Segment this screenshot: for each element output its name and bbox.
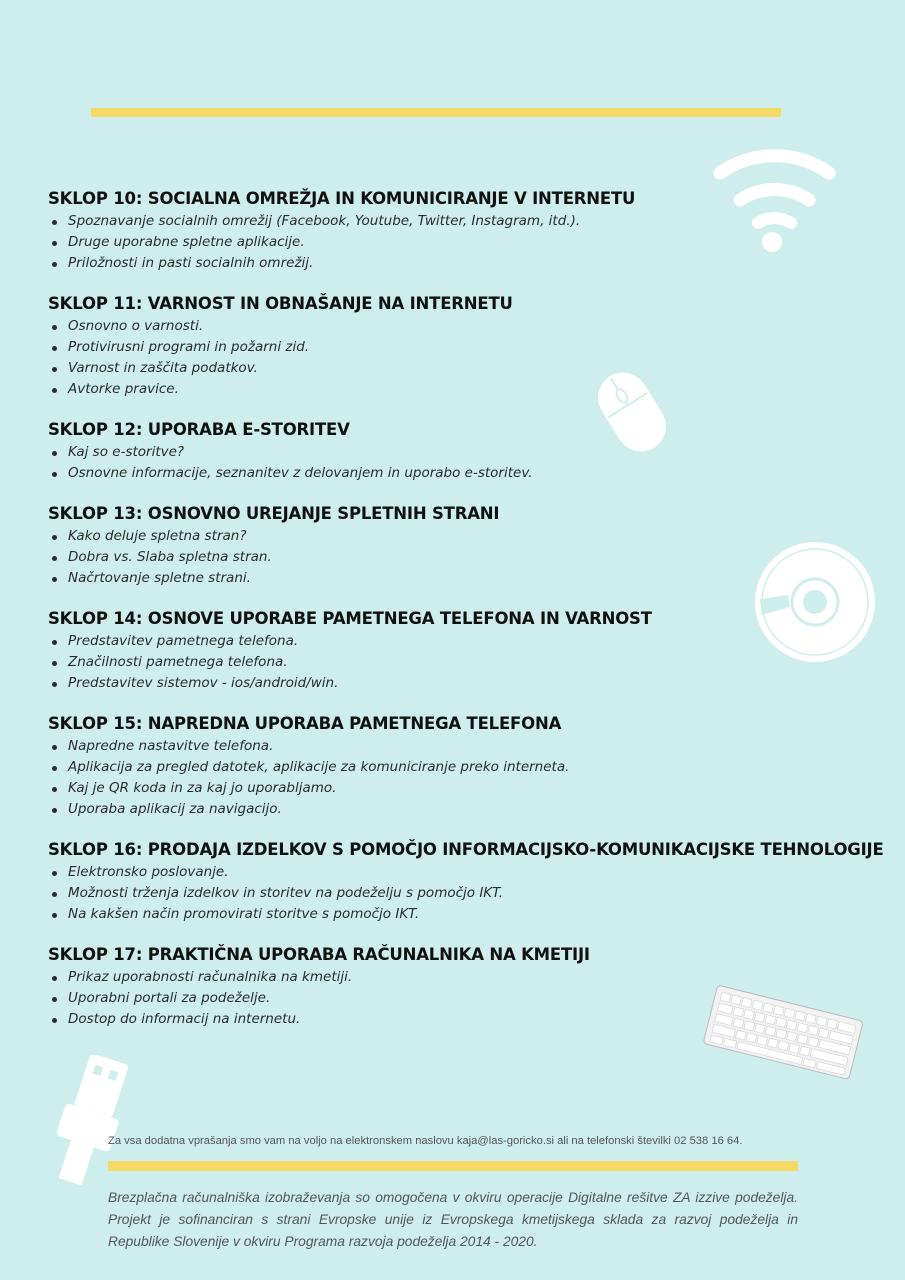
- module-topic-item: Aplikacija za pregled datotek, aplikacije za komuniciranje preko interneta.: [48, 757, 898, 778]
- module-topic-item: Možnosti trženja izdelkov in storitev na podeželju s pomočjo IKT.: [48, 883, 898, 904]
- module-topic-item: Varnost in zaščita podatkov.: [48, 358, 898, 379]
- module-title: SKLOP 11: VARNOST IN OBNAŠANJE NA INTERNETU: [48, 294, 513, 313]
- module-topic-item: Predstavitev sistemov - ios/android/win.: [48, 673, 898, 694]
- funding-note: Brezplačna računalniška izobraževanja so omogočena v okviru operacije Digitalne rešitve ZA izzive podeželja. Projekt je sofinanciran s strani Evropske unije iz Evropskega kmetijskega sklada za razvoj podeželja in Republike Slovenije v okviru Programa razvoja podeželja 2014 - 2020.: [108, 1190, 798, 1249]
- module-topic-item: Uporabni portali za podeželje.: [48, 988, 898, 1009]
- module-section: [48, 504, 898, 589]
- module-topic-list: [48, 442, 898, 484]
- module-topic-item: Načrtovanje spletne strani.: [48, 568, 898, 589]
- module-title: SKLOP 15: NAPREDNA UPORABA PAMETNEGA TELEFONA: [48, 714, 562, 733]
- module-topic-list: [48, 862, 898, 925]
- module-topic-item: Kako deluje spletna stran?: [48, 526, 898, 547]
- module-title: SKLOP 17: PRAKTIČNA UPORABA RAČUNALNIKA NA KMETIJI: [48, 945, 590, 964]
- top-accent-bar: [91, 108, 781, 117]
- module-topic-item: Predstavitev pametnega telefona.: [48, 631, 898, 652]
- module-topic-item: Avtorke pravice.: [48, 379, 898, 400]
- module-topic-item: Osnovno o varnosti.: [48, 316, 898, 337]
- module-topic-list: [48, 211, 898, 274]
- module-topic-item: Prikaz uporabnosti računalnika na kmetiji.: [48, 967, 898, 988]
- module-title: SKLOP 12: UPORABA E-STORITEV: [48, 420, 350, 439]
- module-topic-item: Dobra vs. Slaba spletna stran.: [48, 547, 898, 568]
- module-section: [48, 420, 898, 484]
- module-section: [48, 840, 898, 925]
- module-topic-list: [48, 736, 898, 820]
- module-section: [48, 294, 898, 400]
- module-title: SKLOP 16: PRODAJA IZDELKOV S POMOČJO INFORMACIJSKO-KOMUNIKACIJSKE TEHNOLOGIJE: [48, 840, 884, 859]
- module-topic-list: [48, 316, 898, 400]
- module-topic-item: Priložnosti in pasti socialnih omrežij.: [48, 253, 898, 274]
- module-title: SKLOP 14: OSNOVE UPORABE PAMETNEGA TELEFONA IN VARNOST: [48, 609, 652, 628]
- module-title: SKLOP 10: SOCIALNA OMREŽJA IN KOMUNICIRANJE V INTERNETU: [48, 189, 636, 208]
- module-topic-item: Na kakšen način promovirati storitve s pomočjo IKT.: [48, 904, 898, 925]
- bottom-accent-bar: [108, 1161, 798, 1171]
- module-section: [48, 609, 898, 694]
- module-topic-item: Dostop do informacij na internetu.: [48, 1009, 898, 1030]
- module-topic-item: Spoznavanje socialnih omrežij (Facebook, Youtube, Twitter, Instagram, itd.).: [48, 211, 898, 232]
- module-topic-item: Napredne nastavitve telefona.: [48, 736, 898, 757]
- module-section: [48, 189, 898, 274]
- module-topic-list: [48, 526, 898, 589]
- contact-info: Za vsa dodatna vprašanja smo vam na voljo na elektronskem naslovu kaja@las-goricko.si ali na telefonski številki 02 538 16 64.: [108, 1135, 743, 1147]
- module-topic-item: Protivirusni programi in požarni zid.: [48, 337, 898, 358]
- module-topic-item: Druge uporabne spletne aplikacije.: [48, 232, 898, 253]
- module-topic-list: [48, 631, 898, 694]
- module-topic-item: Osnovne informacije, seznanitev z delovanjem in uporabo e-storitev.: [48, 463, 898, 484]
- course-modules: [48, 189, 898, 1050]
- module-title: SKLOP 13: OSNOVNO UREJANJE SPLETNIH STRANI: [48, 504, 500, 523]
- module-section: [48, 714, 898, 820]
- module-topic-item: Uporaba aplikacij za navigacijo.: [48, 799, 898, 820]
- module-topic-item: Elektronsko poslovanje.: [48, 862, 898, 883]
- module-topic-list: [48, 967, 898, 1030]
- module-topic-item: Kaj je QR koda in za kaj jo uporabljamo.: [48, 778, 898, 799]
- module-topic-item: Kaj so e-storitve?: [48, 442, 898, 463]
- module-section: [48, 945, 898, 1030]
- module-topic-item: Značilnosti pametnega telefona.: [48, 652, 898, 673]
